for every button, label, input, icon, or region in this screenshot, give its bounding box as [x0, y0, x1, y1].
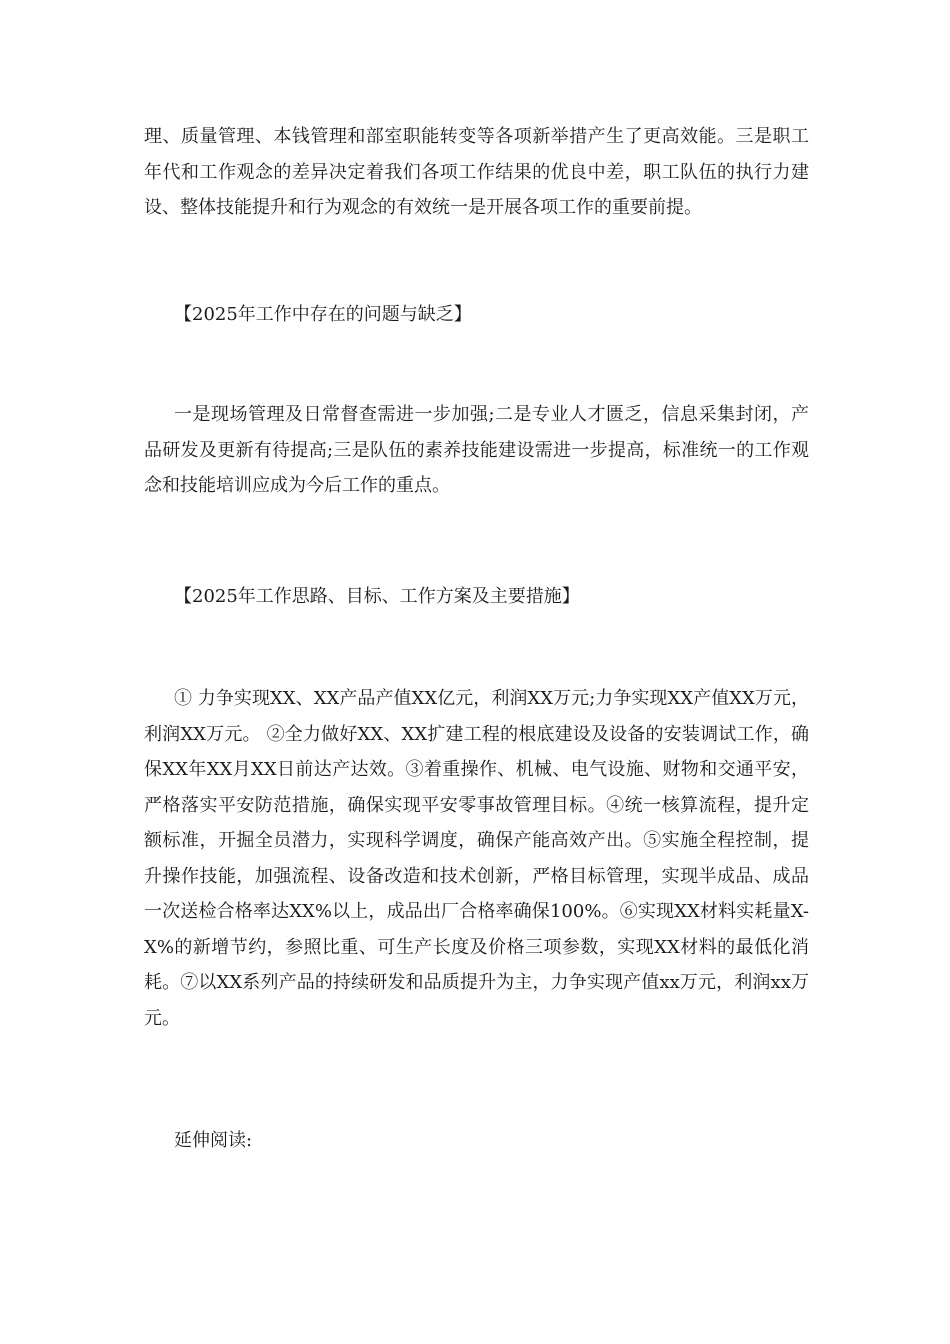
section-heading-problems: 【2025年工作中存在的问题与缺乏】 [174, 304, 472, 325]
extended-reading-label: 延伸阅读: [174, 1130, 253, 1151]
body-paragraph-3: ① 力争实现XX、XX产品产值XX亿元，利润XX万元;力争实现XX产值XX万元，利润XX万元。 ②全力做好XX、XX扩建工程的根底建设及设备的安装调试工作，确保XX年XX月XX日前达产达效。③着重操作、机械、电气设施、财物和交通平安，严格落实平安防范措施，确保实现平安零事故管理目标。④统一核算流程，提升定额标准，开掘全员潜力，实现科学调度，确保产能高效产出。⑤实施全程控制，提升操作技能，加强流程、设备改造和技术创新，严格目标管理，实现半成品、成品一次送检合格率达XX%以上，成品出厂合格率确保100%。⑥实现XX材料实耗量X-X%的新增节约，参照比重、可生产长度及价格三项参数，实现XX材料的最低化消耗。⑦以XX系列产品的持续研发和品质提升为主，力争实现产值xx万元，利润xx万元。 [144, 688, 809, 1029]
body-paragraph-2: 一是现场管理及日常督查需进一步加强;二是专业人才匮乏，信息采集封闭，产品研发及更新有待提高;三是队伍的素养技能建设需进一步提高，标准统一的工作观念和技能培训应成为今后工作的重点。 [144, 404, 809, 496]
section-heading-plans: 【2025年工作思路、目标、工作方案及主要措施】 [174, 586, 580, 607]
body-paragraph-1: 理、质量管理、本钱管理和部室职能转变等各项新举措产生了更高效能。三是职工年代和工作观念的差异决定着我们各项工作结果的优良中差，职工队伍的执行力建设、整体技能提升和行为观念的有效统一是开展各项工作的重要前提。 [144, 126, 809, 218]
